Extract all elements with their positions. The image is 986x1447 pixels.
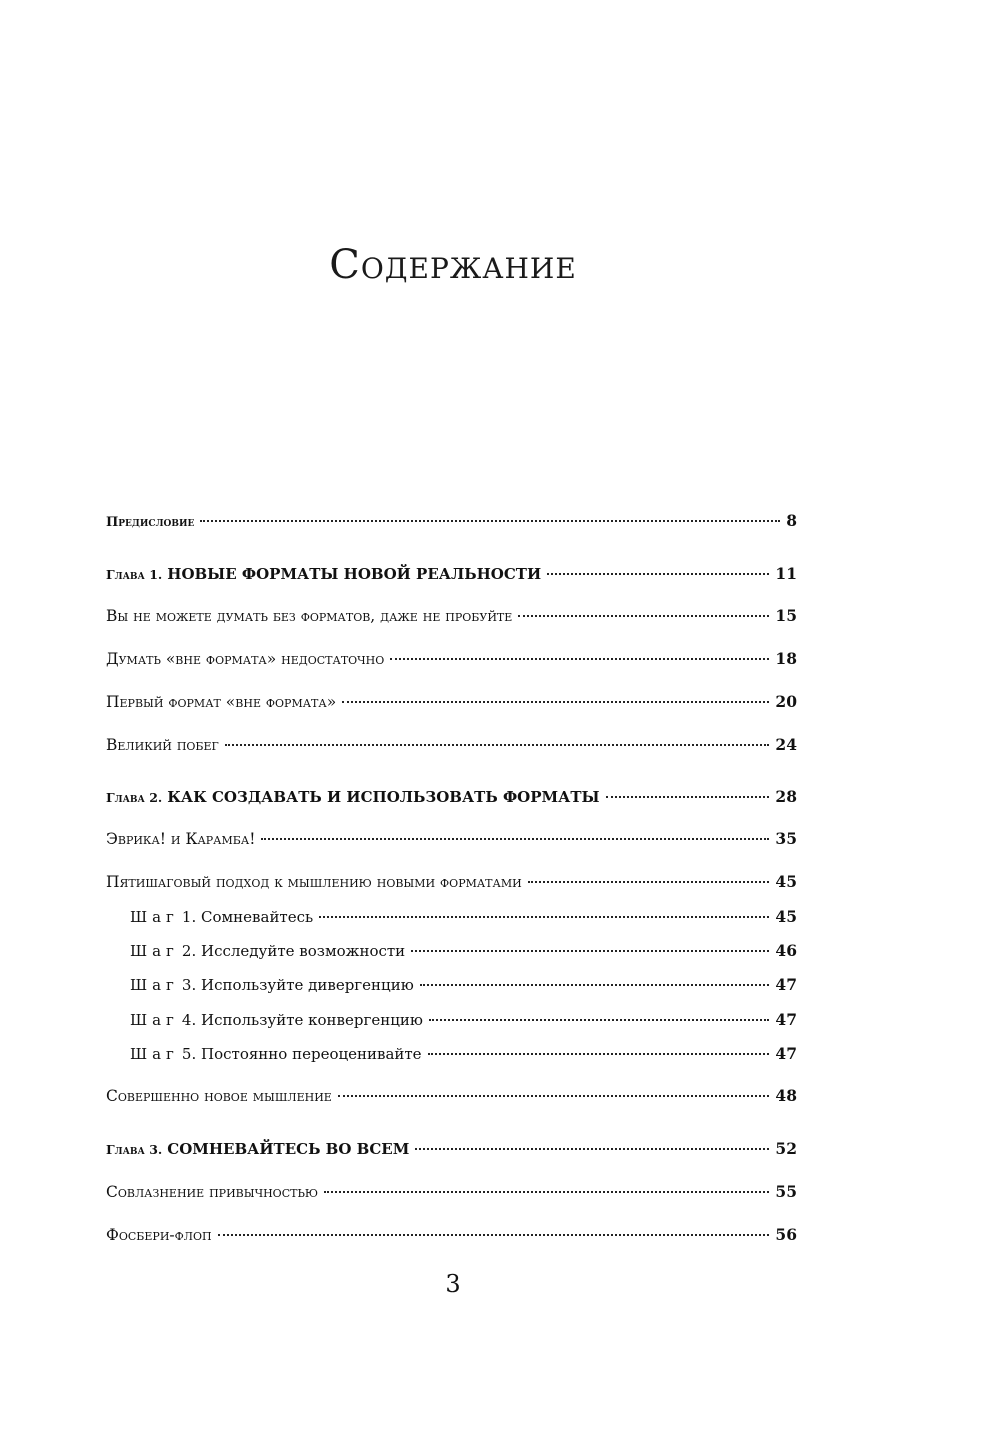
toc-entry-page: 35 <box>775 829 797 848</box>
toc-entry[interactable] <box>106 649 797 673</box>
step-title: 2. Исследуйте возможности <box>181 942 406 960</box>
toc-entry-label <box>130 908 313 926</box>
dot-leader <box>428 1053 770 1055</box>
chapter-title: КАК СОЗДАВАТЬ И ИСПОЛЬЗОВАТЬ ФОРМАТЫ <box>167 788 600 806</box>
toc-entry-chapter-2[interactable] <box>106 787 797 811</box>
toc-entry-label: Первый формат «вне формата» <box>106 693 337 711</box>
dot-leader <box>429 1019 770 1021</box>
dot-leader <box>411 950 769 952</box>
dot-leader <box>338 1095 770 1097</box>
page-title: Содержание <box>329 242 577 288</box>
dot-leader <box>518 615 769 617</box>
dot-leader <box>547 573 769 575</box>
step-title: 3. Используйте дивергенцию <box>181 976 414 994</box>
toc-entry-page: 48 <box>775 1086 797 1105</box>
step-prefix: Шаг <box>130 976 179 994</box>
toc-entry-label <box>106 1140 409 1158</box>
toc-entry-page: 18 <box>775 649 797 668</box>
step-prefix: Шаг <box>130 942 179 960</box>
toc-entry-preface[interactable] <box>106 511 797 535</box>
toc-entry-page: 52 <box>775 1139 797 1158</box>
toc-entry[interactable] <box>106 1086 797 1110</box>
toc-entry-step[interactable] <box>130 907 797 931</box>
toc-entry-chapter-1[interactable] <box>106 564 797 588</box>
step-title: 4. Используйте конвергенцию <box>181 1011 423 1029</box>
toc-entry-label: Пятишаговый подход к мышлению новыми форматами <box>106 873 522 891</box>
dot-leader <box>390 658 769 660</box>
chapter-prefix: Глава 1. <box>106 567 163 582</box>
chapter-prefix: Глава 3. <box>106 1142 163 1157</box>
toc-entry-label: Фосбери-флоп <box>106 1226 212 1244</box>
toc-entry-page: 47 <box>775 1010 797 1029</box>
toc-entry[interactable] <box>106 829 797 853</box>
toc-entry[interactable] <box>106 872 797 896</box>
toc-entry-step[interactable] <box>130 975 797 999</box>
toc-entry-label: Вы не можете думать без форматов, даже не пробуйте <box>106 607 513 625</box>
page-number: 3 <box>445 1270 461 1298</box>
step-title: 1. Сомневайтесь <box>181 908 314 926</box>
toc-entry-page: 15 <box>775 606 797 625</box>
toc-entry-step[interactable] <box>130 1010 797 1034</box>
toc-entry[interactable] <box>106 692 797 716</box>
step-title: 5. Постоянно переоценивайте <box>181 1045 422 1063</box>
toc-entry-label <box>130 976 414 994</box>
dot-leader <box>606 796 770 798</box>
toc-entry-label <box>106 788 600 806</box>
dot-leader <box>319 916 769 918</box>
toc-entry-step[interactable] <box>130 941 797 965</box>
toc-entry[interactable] <box>106 606 797 630</box>
toc-entry-page: 8 <box>786 511 797 530</box>
toc-entry-page: 56 <box>775 1225 797 1244</box>
dot-leader <box>225 744 770 746</box>
chapter-title: СОМНЕВАЙТЕСЬ ВО ВСЕМ <box>167 1140 410 1158</box>
toc-entry-label <box>106 565 541 583</box>
toc-entry-label: Совлазнение привычностью <box>106 1183 318 1201</box>
toc-entry-page: 28 <box>775 787 797 806</box>
chapter-title: НОВЫЕ ФОРМАТЫ НОВОЙ РЕАЛЬНОСТИ <box>167 565 542 583</box>
toc-entry-label: Эврика! и Карамба! <box>106 830 256 848</box>
toc-entry-label: Совершенно новое мышление <box>106 1087 332 1105</box>
toc-entry[interactable] <box>106 1225 797 1249</box>
toc-entry-label <box>130 1045 422 1063</box>
step-prefix: Шаг <box>130 1045 179 1063</box>
dot-leader <box>415 1148 769 1150</box>
toc-entry[interactable] <box>106 735 797 759</box>
step-prefix: Шаг <box>130 908 179 926</box>
toc-entry-page: 47 <box>775 975 797 994</box>
toc-entry-page: 24 <box>775 735 797 754</box>
dot-leader <box>342 701 769 703</box>
toc-entry-label: Великий побег <box>106 736 219 754</box>
toc-entry-page: 45 <box>775 872 797 891</box>
toc-entry-page: 55 <box>775 1182 797 1201</box>
dot-leader <box>324 1191 769 1193</box>
toc-entry-label: Думать «вне формата» недостаточно <box>106 650 385 668</box>
toc-entry-page: 46 <box>775 941 797 960</box>
toc-entry-label: Предисловие <box>106 515 195 530</box>
toc-entry-label <box>130 1011 423 1029</box>
chapter-prefix: Глава 2. <box>106 790 163 805</box>
toc-entry-page: 11 <box>775 564 797 583</box>
dot-leader <box>528 881 770 883</box>
toc-entry-chapter-3[interactable] <box>106 1139 797 1163</box>
toc-entry-page: 20 <box>775 692 797 711</box>
toc-entry-step[interactable] <box>130 1044 797 1068</box>
dot-leader <box>218 1234 770 1236</box>
toc-entry[interactable] <box>106 1182 797 1206</box>
step-prefix: Шаг <box>130 1011 179 1029</box>
toc-entry-page: 45 <box>775 907 797 926</box>
dot-leader <box>200 520 780 522</box>
toc-entry-label <box>130 942 405 960</box>
dot-leader <box>261 838 769 840</box>
dot-leader <box>420 984 770 986</box>
toc-entry-page: 47 <box>775 1044 797 1063</box>
